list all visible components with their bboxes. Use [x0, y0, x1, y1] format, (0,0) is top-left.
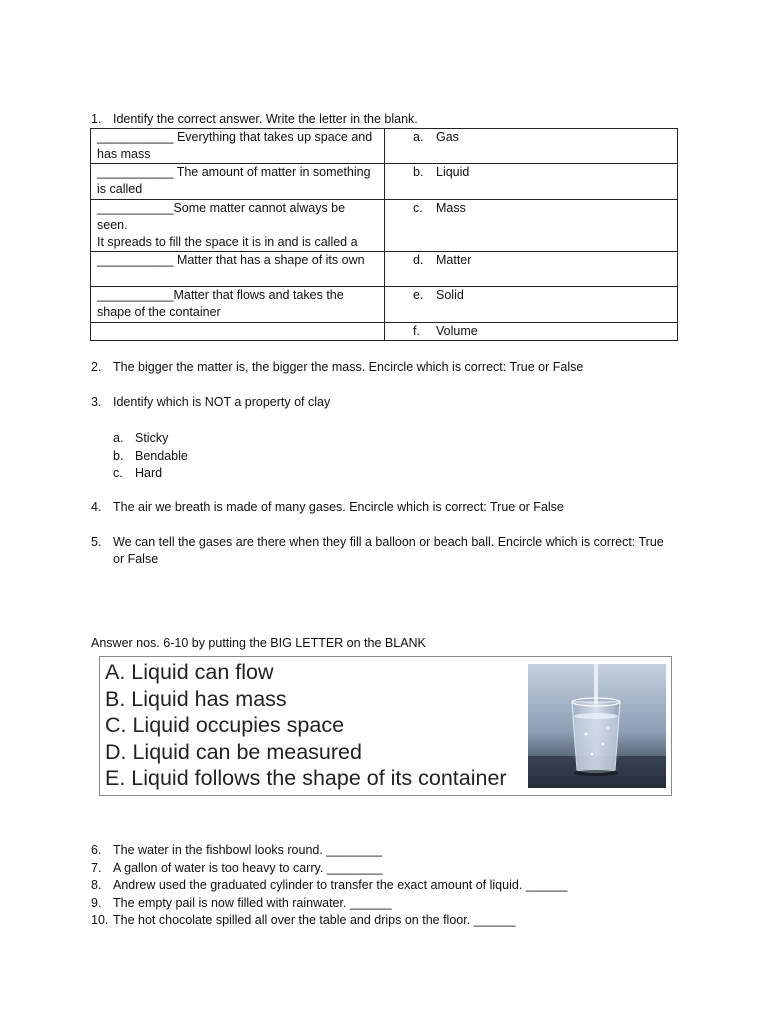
- list-item: B. Liquid has mass: [105, 686, 287, 711]
- question-number: 6.: [91, 843, 102, 857]
- statement-line: ___________ Matter that has a shape of its own: [97, 253, 365, 267]
- q2: [91, 359, 681, 376]
- statement-line: has mass: [97, 147, 151, 161]
- statement-line: ___________ Everything that takes up space and: [97, 130, 373, 144]
- table-row: [91, 252, 678, 287]
- statement-cell: [91, 200, 385, 252]
- option-text: Gas: [436, 130, 459, 144]
- question-text: The water in the fishbowl looks round. ________: [113, 843, 382, 857]
- q3-options: [113, 430, 188, 483]
- option-letter: b.: [113, 448, 124, 463]
- question-text: A gallon of water is too heavy to carry. ________: [113, 860, 383, 875]
- list-item: E. Liquid follows the shape of its container: [105, 766, 507, 791]
- glass-of-water-photo: [528, 664, 666, 788]
- list-item: D. Liquid can be measured: [105, 739, 362, 764]
- q3-text: Identify which is NOT a property of clay: [113, 395, 331, 409]
- q1-text: Identify the correct answer. Write the letter in the blank.: [113, 112, 418, 126]
- statement-line: ___________Some matter cannot always be seen.: [97, 201, 346, 232]
- option-text: Hard: [135, 466, 163, 480]
- statement-cell: [91, 323, 385, 341]
- list-item: [91, 877, 567, 895]
- list-item: [113, 430, 188, 448]
- q5-text: We can tell the gases are there when they fill a balloon or beach ball. Encircle which is correct: True or False: [113, 535, 664, 566]
- list-item: C. Liquid occupies space: [105, 713, 345, 738]
- option-text: Bendable: [135, 448, 188, 463]
- question-number: 9.: [91, 895, 102, 910]
- q3: [91, 394, 681, 411]
- option-letter: f.: [413, 324, 420, 338]
- list-item: [113, 448, 188, 466]
- statement-cell: [91, 164, 385, 200]
- statement-cell: [91, 287, 385, 323]
- option-cell: [385, 164, 678, 200]
- q4-number: 4.: [91, 500, 102, 514]
- statement-line: ___________Matter that flows and takes the: [97, 288, 344, 302]
- table-row: [91, 323, 678, 341]
- list-item: A. Liquid can flow: [105, 660, 274, 684]
- option-text: Sticky: [135, 431, 169, 445]
- option-cell: [385, 287, 678, 323]
- option-text: Liquid: [436, 165, 470, 179]
- statement-line: ___________ The amount of matter in something: [97, 165, 371, 179]
- option-cell: [385, 323, 678, 341]
- list-item: [91, 842, 567, 860]
- list-item: [91, 895, 567, 913]
- option-letter: c.: [413, 201, 423, 215]
- table-row: [91, 164, 678, 200]
- option-letter: c.: [113, 466, 123, 480]
- question-text: The hot chocolate spilled all over the table and drips on the floor. ______: [113, 913, 516, 927]
- option-cell: [385, 200, 678, 252]
- q5-number: 5.: [91, 535, 102, 549]
- option-cell: [385, 252, 678, 287]
- table-row: [91, 200, 678, 252]
- liquid-properties-box: [99, 656, 672, 796]
- q1-prompt: [91, 111, 418, 128]
- statement-line: is called: [97, 182, 143, 196]
- question-number: 10.: [91, 913, 109, 927]
- option-letter: a.: [413, 130, 424, 144]
- question-number: 8.: [91, 878, 102, 892]
- statement-line: It spreads to fill the space it is in and is called a: [97, 235, 358, 249]
- q1-number: 1.: [91, 112, 102, 126]
- q4-text: The air we breath is made of many gases. Encircle which is correct: True or False: [113, 500, 564, 514]
- statement-line: shape of the container: [97, 305, 221, 319]
- option-letter: a.: [113, 431, 124, 445]
- q3-number: 3.: [91, 395, 102, 409]
- questions-6-10: [91, 842, 567, 930]
- table-row: [91, 129, 678, 164]
- q2-number: 2.: [91, 360, 102, 374]
- q4: [91, 499, 681, 516]
- statement-cell: [91, 252, 385, 287]
- q2-text: The bigger the matter is, the bigger the mass. Encircle which is correct: True or False: [113, 360, 584, 374]
- list-item: [91, 912, 567, 930]
- list-item: [91, 860, 567, 878]
- question-text: The empty pail is now filled with rainwater. ______: [113, 895, 392, 910]
- option-letter: d.: [413, 253, 424, 267]
- statement-cell: [91, 129, 385, 164]
- question-text: Andrew used the graduated cylinder to transfer the exact amount of liquid. ______: [113, 878, 568, 892]
- question-number: 7.: [91, 860, 102, 875]
- option-text: Volume: [436, 324, 478, 338]
- option-letter: b.: [413, 165, 424, 179]
- option-letter: e.: [413, 288, 424, 302]
- option-text: Solid: [436, 288, 464, 302]
- matching-table: [90, 128, 678, 341]
- option-text: Mass: [436, 201, 466, 215]
- liquid-properties-list: [105, 659, 507, 792]
- q5: [91, 534, 681, 568]
- table-row: [91, 287, 678, 323]
- answer-section-title: Answer nos. 6-10 by putting the BIG LETTER on the BLANK: [91, 636, 426, 650]
- option-cell: [385, 129, 678, 164]
- option-text: Matter: [436, 253, 472, 267]
- list-item: [113, 465, 188, 483]
